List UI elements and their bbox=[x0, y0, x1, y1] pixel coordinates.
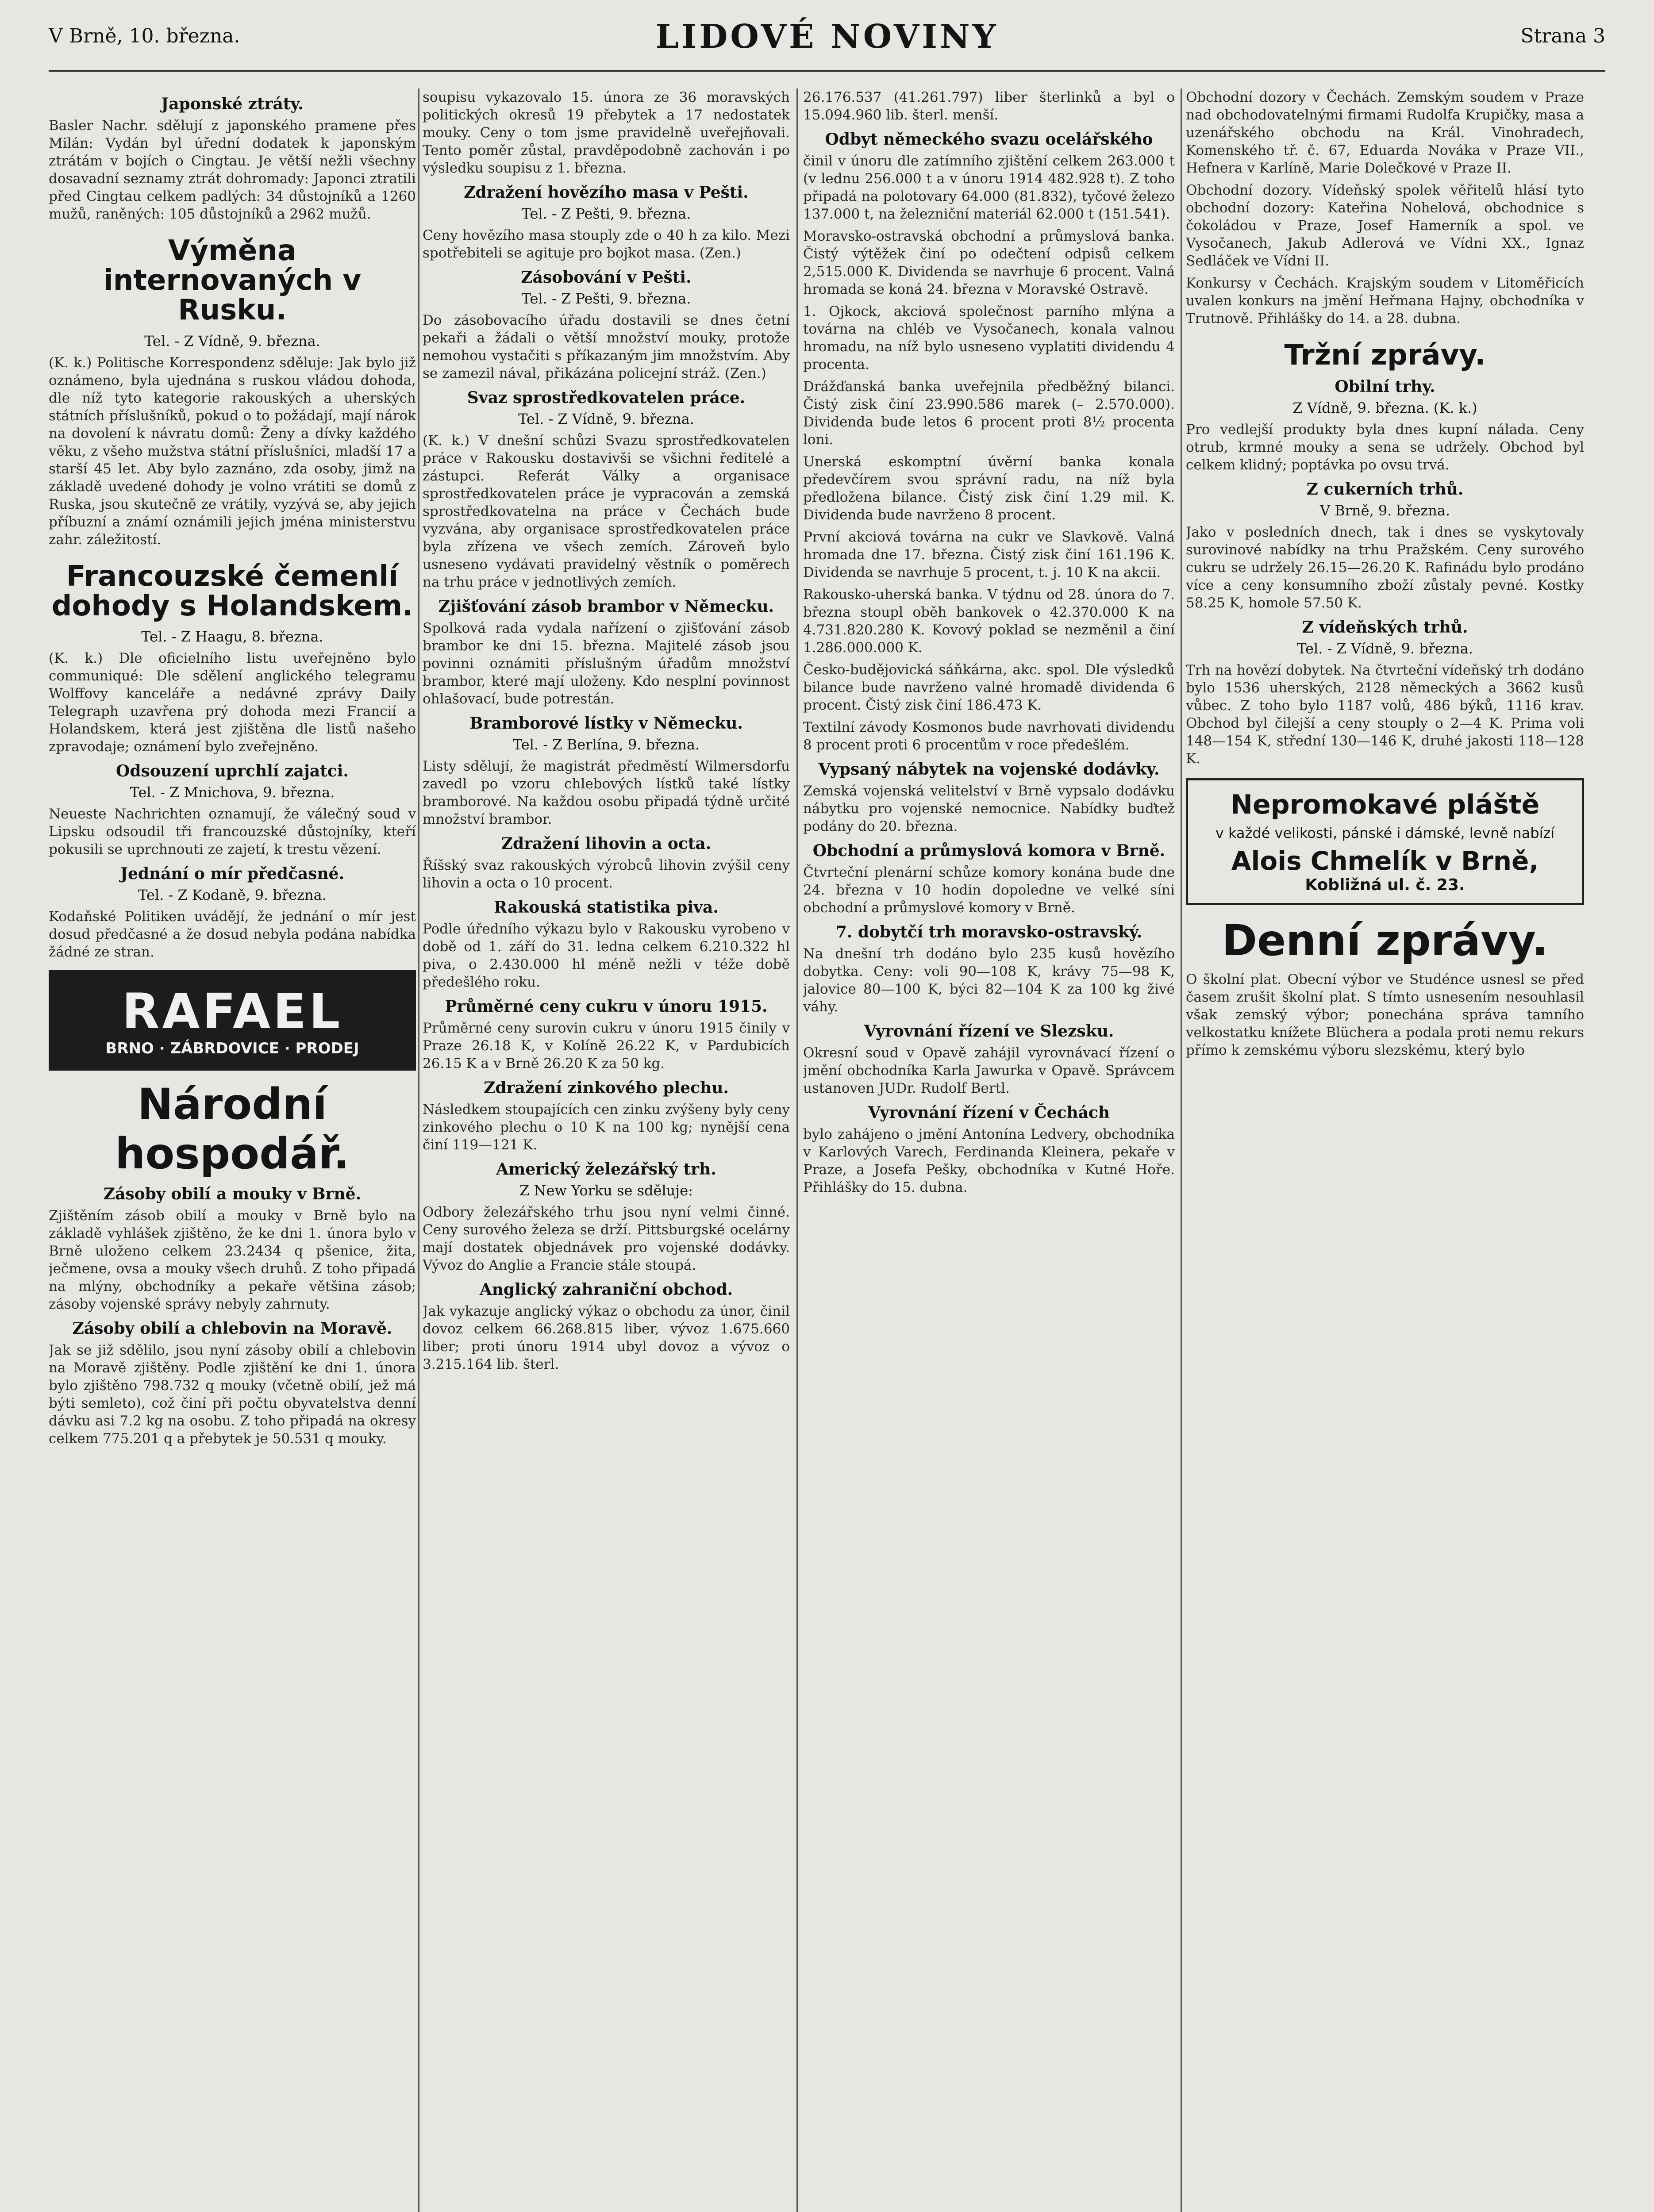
article-text: První akciová továrna na cukr ve Slavkově. Valná hromada dne 17. března. Čistý zisk činí 161.196 K. Dividenda se navrhuje 5 procent, t. j. 10 K na akcii. bbox=[803, 529, 1175, 580]
dateline: Tel. - Z Vídně, 9. března. bbox=[1297, 640, 1473, 657]
article-text: Unerská eskomptní úvěrní banka konala předevčírem svou správní radu, na níž byla předložena bilance. Čistý zisk činí 1.29 mil. K. Dividenda bude navrženo 8 procent. bbox=[803, 454, 1175, 523]
article-text: Neueste Nachrichten oznamují, že válečný soud v Lipsku odsoudil tři francouzské důstojníky, kteří pokusili se uprchnouti ze zajetí, k trestu vězení. bbox=[49, 806, 416, 857]
section-title: Tržní zprávy. bbox=[1284, 339, 1486, 372]
dateline: Tel. - Z Vídně, 9. března. bbox=[518, 411, 694, 427]
column-1 bbox=[49, 88, 416, 2212]
article-text: Říšský svaz rakouských výrobců lihovin zvýšil ceny lihovin a octa o 10 procent. bbox=[423, 857, 790, 891]
headline: Obilní trhy. bbox=[1335, 377, 1435, 396]
article-text: Spolková rada vydala nařízení o zjišťování zásob brambor ke dni 15. března. Majitelé zásob jsou povinni oznámiti příslušným úřadům množství brambor, které mají uloženy. Kdo nesplní povinnost ohlašovací, bude potrestán. bbox=[423, 620, 790, 707]
article-text: bylo zahájeno o jmění Antonína Ledvery, obchodníka v Karlových Varech, Ferdinanda Kleinera, pekaře v Praze, a Josefa Pešky, obchodníka v Kutné Hoře. Přihlášky do 15. dubna. bbox=[803, 1126, 1175, 1195]
ad-address: Kobližná ul. č. 23. bbox=[1305, 876, 1465, 895]
article-text: Moravsko-ostravská obchodní a průmyslová banka. Čistý výtěžek činí po odečtení odpisů celkem 2,515.000 K. Dividenda se navrhuje 6 procent. Valná hromada se koná 24. března v Moravské Ostravě. bbox=[803, 228, 1175, 297]
article-text: (K. k.) Politische Korrespondenz sděluje: Jak bylo již oznámeno, byla ujednána s ruskou vládou dohoda, dle níž tyto kategorie rakouských a uherských státních příslušníků, pokud o to požádají, mají nárok na dovolení k návratu domů: Ženy a dívky každého věku, z všeho mužstva státní příslušníci, mladší 17 a starší 45 let. Aby bylo zaznáno, zda osoby, jimž na základě uvedené dohody je volno vrátiti se domů z Ruska, jsou skutečně ze vrátily, vyzývá se, aby jejich příbuzní a známí oznámili jejich jména ministerstvu zahr. záležitostí. bbox=[49, 354, 416, 548]
issue-date: V Brně, 10. března. bbox=[49, 25, 240, 47]
headline: Zdražení hovězího masa v Pešti. bbox=[464, 183, 749, 202]
article-text: Jak se již sdělilo, jsou nyní zásoby obilí a chlebovin na Moravě zjištěny. Podle zjištění ke dni 1. února bylo zjištěno 798.732 q mouky (včetně obilí, jež má býti semleto), což činí při počtu obyvatelstva denní dávku asi 7.2 kg na osobu. Z toho připadá na okresy celkem 775.201 q a přebytek je 50.531 q mouky. bbox=[49, 1342, 416, 1447]
headline: Zásoby obilí a mouky v Brně. bbox=[103, 1184, 362, 1203]
article-text: Kodaňské Politiken uvádějí, že jednání o mír jest dosud předčasné a že dosud nebyla podána nabídka žádné ze stran. bbox=[49, 908, 416, 960]
article-text: Obchodní dozory. Vídeňský spolek věřitelů hlásí tyto obchodní dozory: Kateřina Nohelová, obchodnice s čokoládou v Praze, Josef Hamerník a spol. ve Vysočanech, Jakub Adlerová ve Vídni XX., Ignaz Sedláček ve Vídni II. bbox=[1186, 182, 1584, 269]
article-text: Listy sdělují, že magistrát předměstí Wilmersdorfu zavedl po vzoru chlebových lístků také lístky bramborové. Na každou osobu připadá týdně určité množství brambor. bbox=[423, 758, 790, 827]
dateline: Tel. - Z Kodaně, 9. března. bbox=[138, 886, 327, 903]
article-text: Průměrné ceny surovin cukru v únoru 1915 činily v Praze 26.18 K, v Kolíně 26.22 K, v Pardubicích 26.15 K a v Brně 26.20 K za 50 kg. bbox=[423, 1020, 790, 1071]
ad-text: v každé velikosti, pánské i dámské, levně nabízí bbox=[1215, 825, 1555, 842]
headline: Bramborové lístky v Německu. bbox=[469, 714, 743, 733]
headline: Francouzské čemenlí dohody s Holandskem. bbox=[51, 560, 413, 622]
page-number: Strana 3 bbox=[1520, 25, 1605, 47]
header-rule bbox=[49, 70, 1605, 72]
advertisement bbox=[1186, 778, 1584, 905]
headline: Odbyt německého svazu ocelářského bbox=[825, 130, 1153, 149]
headline: Jednání o mír předčasné. bbox=[120, 864, 345, 883]
headline: Zdražení lihovin a octa. bbox=[501, 834, 712, 853]
headline: Vyrovnání řízení ve Slezsku. bbox=[864, 1022, 1114, 1041]
page-header bbox=[49, 18, 1605, 71]
headline: Z cukerních trhů. bbox=[1306, 480, 1464, 499]
article-text: Trh na hovězí dobytek. Na čtvrteční vídeňský trh dodáno bylo 1536 uherských, 2128 německých a 3662 kusů vůbec. Z toho bylo 1187 volů, 486 býků, 1116 krav. Obchod byl čilejší a ceny stouply o 2—4 K. Prima voli 148—154 K, střední 130—146 K, druhé jakosti 118—128 K. bbox=[1186, 662, 1584, 767]
article-text: Jako v posledních dnech, tak i dnes se vyskytovaly surovinové nabídky na trhu Pražském. Ceny surového cukru se udržely 26.15—26.20 K. Rafinádu bylo prodáno více a ceny konsumního zboží zůstaly pevné. Kostky 58.25 K, homole 57.50 K. bbox=[1186, 524, 1584, 611]
dateline: Tel. - Z Pešti, 9. března. bbox=[521, 205, 691, 222]
masthead: LIDOVÉ NOVINY bbox=[655, 18, 999, 56]
article-text: Obchodní dozory v Čechách. Zemským soudem v Praze nad obchodovatelnými firmami Rudolfa Krupičky, masa a uzenářského obchodu na Král. Vinohradech, Komenského tř. č. 67, Eduarda Nováka v Praze VII., Hefnera v Karlíně, Marie Dolečkové v Praze II. bbox=[1186, 89, 1584, 176]
article-text: Odbory železářského trhu jsou nyní velmi činné. Ceny surového železa se drží. Pittsburgské ocelárny mají dostatek objednávek pro vojenské dodávky. Vývoz do Anglie a Francie stále stoupá. bbox=[423, 1204, 790, 1273]
headline: Zjišťování zásob brambor v Německu. bbox=[438, 597, 774, 616]
article-text: Rakousko-uherská banka. V týdnu od 28. února do 7. března stoupl oběh bankovek o 42.370.000 K na 4.731.820.280 K. Kovový poklad se nezměnil a činí 1.286.000.000 K. bbox=[803, 587, 1175, 656]
headline: Rakouská statistika piva. bbox=[494, 898, 719, 917]
headline: Zdražení zinkového plechu. bbox=[484, 1079, 729, 1097]
headline: Z vídeňských trhů. bbox=[1302, 618, 1468, 637]
article-text: Konkursy v Čechách. Krajským soudem v Litoměřicích uvalen konkurs na jmění Heřmana Hajny, obchodníka v Trutnově. Přihlášky do 14. a 28. dubna. bbox=[1186, 275, 1584, 326]
article-text: (K. k.) V dnešní schůzi Svazu sprostředkovatelen práce v Rakousku dostavivši se všichni ředitelé a zástupci. Referát Války a organisace sprostředkovatelen práce je vypracován a zemská sprostředkovatelna na práce v Čechách bude vyzvána, aby organisace sprostředkovatelen práce byla zřízena ve všech zemích. Zároveň bylo usneseno vydávati pravidelný věstník o poměrech na trhu práce v jednotlivých zemích. bbox=[423, 433, 790, 590]
article-text: Jak vykazuje anglický výkaz o obchodu za únor, činil dovoz celkem 66.268.815 liber, vývoz 1.675.660 liber; proti únoru 1914 ubyl dovoz a vývoz o 3.215.164 lib. šterl. bbox=[423, 1303, 790, 1372]
article-text: soupisu vykazovalo 15. února ze 36 moravských politických okresů 19 přebytek a 17 nedostatek mouky. Ceny o tom jsme pravidelně uveřejňovali. Tento poměr zůstal, pravděpodobně zachován i po výsledku soupisu z 1. března. bbox=[423, 89, 790, 176]
ad-advertiser: Alois Chmelík v Brně, bbox=[1231, 846, 1539, 876]
article-text: Okresní soud v Opavě zahájil vyrovnávací řízení o jmění obchodníka Karla Jawurka v Opavě. Správcem ustanoven JUDr. Rudolf Bertl. bbox=[803, 1045, 1175, 1096]
headline: Zásobování v Pešti. bbox=[521, 268, 692, 287]
headline: Průměrné ceny cukru v únoru 1915. bbox=[445, 997, 768, 1016]
ad-subtitle: BRNO · ZÁBRDOVICE · PRODEJ bbox=[105, 1039, 359, 1057]
dateline: Tel. - Z Vídně, 9. března. bbox=[144, 332, 320, 349]
column-rule bbox=[1181, 88, 1182, 2212]
article-text: Zjištěním zásob obilí a mouky v Brně bylo na základě vyhlášek zjištěno, že ke dni 1. února bylo v Brně uloženo celkem 23.2434 q pšenice, žita, ječmene, ovsa a mouky všech druhů. Z toho připadá na mlýny, obchodníky a pekaře většina zásob; zásoby vojenské správy nebyly zahrnuty. bbox=[49, 1207, 416, 1312]
headline: Odsouzení uprchlí zajatci. bbox=[116, 761, 349, 780]
section-title: Národní hospodář. bbox=[115, 1079, 350, 1179]
headline: Japonské ztráty. bbox=[161, 95, 304, 113]
article-text: Drážďanská banka uveřejnila předběžný bilanci. Čistý zisk činí 23.990.586 marek (– 2.570.000). Dividenda bude letos 6 procent proti 8½ procenta loni. bbox=[803, 379, 1175, 448]
article-text: Basler Nachr. sdělují z japonského pramene přes Milán: Vydán byl úřední dodatek k japonským ztrátám v bojích o Cingtau. Je větší nežli všechny dosavadní seznamy ztrát dohromady: Japonci ztratili před Cingtau celkem padlých: 34 důstojníků a 1260 mužů, raněných: 105 důstojníků a 2962 mužů. bbox=[49, 118, 416, 222]
article-text: Textilní závody Kosmonos bude navrhovati dividendu 8 procent proti 6 procentům v roce předešlém. bbox=[803, 719, 1175, 753]
headline: Obchodní a průmyslová komora v Brně. bbox=[812, 841, 1165, 860]
dateline: Tel. - Z Pešti, 9. března. bbox=[521, 290, 691, 307]
dateline: Z Vídně, 9. března. (K. k.) bbox=[1292, 399, 1477, 417]
article-text: Čtvrteční plenární schůze komory konána bude dne 24. března v 10 hodin dopoledne ve velké síni obchodní a průmyslové komory v Brně. bbox=[803, 864, 1175, 916]
article-text: Pro vedlejší produkty byla dnes kupní nálada. Ceny otrub, krmné mouky a sena se udržely. Obchod byl celkem klidný; poptávka po ovsu trvá. bbox=[1186, 422, 1584, 473]
article-text: Zemská vojenská velitelství v Brně vypsalo dodávku nábytku pro vojenské nemocnice. Nabídky buďtež podány do 20. března. bbox=[803, 783, 1175, 834]
column-rule bbox=[796, 88, 798, 2212]
column-4 bbox=[1186, 88, 1584, 2212]
ad-title: Nepromokavé pláště bbox=[1230, 789, 1540, 821]
dateline: Tel. - Z Haagu, 8. března. bbox=[141, 628, 323, 645]
dateline: V Brně, 9. března. bbox=[1319, 502, 1450, 519]
headline: Výměna internovaných v Rusku. bbox=[103, 234, 362, 327]
column-3 bbox=[803, 88, 1175, 2212]
article-text: O školní plat. Obecní výbor ve Studénce usnesl se před časem zrušit školní plat. S tímto usnesením nesouhlasil však zemský výbor; ponechána správa tamního velkostatku knížete Blüchera a podala proti nemu rekurs přímo k zemskému výboru slezskému, který bylo bbox=[1186, 972, 1584, 1059]
section-title: Denní zprávy. bbox=[1222, 916, 1548, 966]
article-text: Na dnešní trh dodáno bylo 235 kusů hovězího dobytka. Ceny: voli 90—108 K, krávy 75—98 K, jalovice 80—100 K, býci 82—104 K za 100 kg živé váhy. bbox=[803, 946, 1175, 1015]
advertisement bbox=[49, 970, 416, 1071]
article-text: Česko-budějovická sáňkárna, akc. spol. Dle výsledků bilance bude navrženo valné hromadě dividenda 6 procent. Čistý zisk činí 186.473 K. bbox=[803, 662, 1175, 713]
headline: Anglický zahraniční obchod. bbox=[479, 1280, 733, 1299]
article-text: činil v únoru dle zatímního zjištění celkem 263.000 t (v lednu 256.000 t a v únoru 1914 482.928 t). Z toho připadá na polotovary 64.000 (81.832), tyčové železo 137.000 t, na železniční materiál 62.000 t (151.541). bbox=[803, 153, 1175, 222]
dateline: Tel. - Z Berlína, 9. března. bbox=[512, 736, 700, 753]
article-text: Podle úředního výkazu bylo v Rakousku vyrobeno v době od 1. září do 31. ledna celkem 6.210.322 hl piva, o 2.430.000 hl méně nežli v téže době předešlého roku. bbox=[423, 921, 790, 990]
headline: Svaz sprostředkovatelen práce. bbox=[467, 388, 746, 407]
article-text: 26.176.537 (41.261.797) liber šterlinků a byl o 15.094.960 lib. šterl. menší. bbox=[803, 89, 1175, 123]
article-text: Následkem stoupajících cen zinku zvýšeny byly ceny zinkového plechu o 10 K na 100 kg; nynější cena činí 119—121 K. bbox=[423, 1102, 790, 1153]
column-rule bbox=[418, 88, 419, 2212]
headline: Vypsaný nábytek na vojenské dodávky. bbox=[818, 760, 1160, 779]
headline: Americký železářský trh. bbox=[496, 1160, 716, 1179]
headline: Zásoby obilí a chlebovin na Moravě. bbox=[72, 1319, 392, 1338]
dateline: Z New Yorku se sděluje: bbox=[519, 1182, 693, 1199]
dateline: Tel. - Z Mnichova, 9. března. bbox=[130, 783, 335, 801]
article-text: 1. Ojkock, akciová společnost parního mlýna a továrna na chléb ve Vysočanech, konala valnou hromadu, na níž bylo usneseno vyplatiti dividendu 4 procenta. bbox=[803, 303, 1175, 373]
column-2 bbox=[423, 88, 790, 2212]
headline: Vyrovnání řízení v Čechách bbox=[868, 1103, 1110, 1122]
article-text: Ceny hovězího masa stouply zde o 40 h za kilo. Mezi spotřebiteli se agituje pro bojkot masa. (Zen.) bbox=[423, 227, 790, 261]
article-text: (K. k.) Dle oficielního listu uveřejněno bylo communiqué: Dle sdělení anglického telegramu Wolffovy kanceláře a nedávné zprávy Daily Telegraph uzavřena prý dohoda mezi Francií a Holandskem, která jest zjištěna dle listů našeho zpravodaje; oznámení bylo zveřejněno. bbox=[49, 650, 416, 755]
article-text: Do zásobovacího úřadu dostavili se dnes četní pekaři a žádali o větší množství mouky, protože nemohou vystačiti s příkazaným jim množstvím. Aby se zamezil nával, přikázána policejní stráž. (Zen.) bbox=[423, 312, 790, 381]
ad-title: RAFAEL bbox=[122, 983, 343, 1040]
headline: 7. dobytčí trh moravsko-ostravský. bbox=[835, 923, 1142, 941]
